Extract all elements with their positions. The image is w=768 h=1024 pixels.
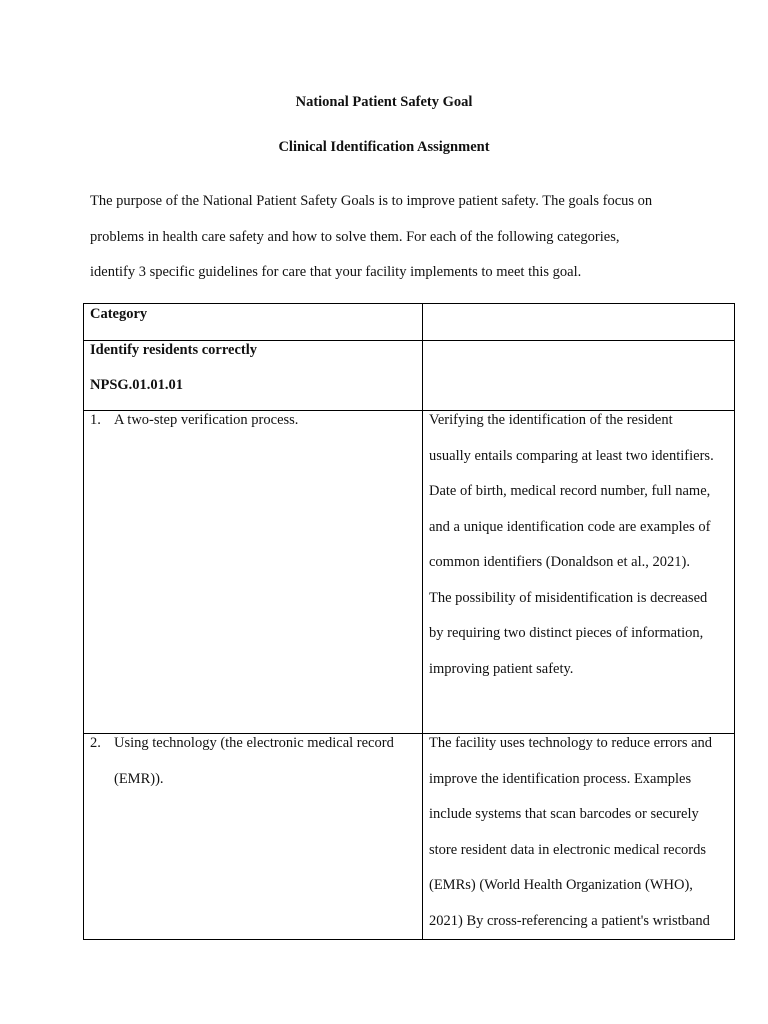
description-line: Date of birth, medical record number, full name, <box>429 483 711 499</box>
item-number: 2. <box>90 735 101 751</box>
intro-paragraph <box>90 184 710 291</box>
category-header-label: Category <box>90 306 148 322</box>
section-title: Identify residents correctly <box>90 342 257 358</box>
item-label: (EMR)). <box>114 770 164 787</box>
table-row-section <box>84 341 735 411</box>
item-description-cell <box>423 734 735 940</box>
description-line: usually entails comparing at least two identifiers. <box>429 447 714 464</box>
description-line: The facility uses technology to reduce errors and <box>429 735 713 751</box>
description-line: 2021) By cross-referencing a patient's wristband <box>429 912 710 929</box>
document-title: National Patient Safety Goal <box>295 94 473 110</box>
description-line: by requiring two distinct pieces of information, <box>429 625 704 641</box>
description-line: common identifiers (Donaldson et al., 2021). <box>429 554 690 570</box>
description-line: and a unique identification code are examples of <box>429 518 711 535</box>
section-empty-cell <box>423 341 735 411</box>
category-value-cell <box>423 304 735 341</box>
description-line: The possibility of misidentification is decreased <box>429 589 708 606</box>
description-line: include systems that scan barcodes or securely <box>429 806 699 822</box>
item-label: Using technology (the electronic medical record <box>114 735 394 751</box>
document-subtitle: Clinical Identification Assignment <box>278 139 490 155</box>
item-number: 1. <box>90 412 101 428</box>
item-label-cell <box>84 734 423 940</box>
item-label-cell <box>84 411 423 734</box>
table-row <box>84 734 735 940</box>
description-line: (EMRs) (World Health Organization (WHO), <box>429 877 693 893</box>
section-cell <box>84 341 423 411</box>
guidelines-table <box>83 303 735 940</box>
item-description-cell <box>423 411 735 734</box>
intro-line: The purpose of the National Patient Safety Goals is to improve patient safety. The goals focus on <box>90 193 653 209</box>
item-label: A two-step verification process. <box>114 412 299 428</box>
intro-line: identify 3 specific guidelines for care that your facility implements to meet this goal. <box>90 264 582 280</box>
table-row <box>84 411 735 734</box>
description-line: Verifying the identification of the resident <box>429 412 673 428</box>
description-line: improve the identification process. Examples <box>429 770 692 787</box>
description-line: improving patient safety. <box>429 660 574 677</box>
intro-line: problems in health care safety and how to solve them. For each of the following categories, <box>90 228 620 245</box>
description-line: store resident data in electronic medical records <box>429 841 706 858</box>
section-code: NPSG.01.01.01 <box>90 377 184 393</box>
